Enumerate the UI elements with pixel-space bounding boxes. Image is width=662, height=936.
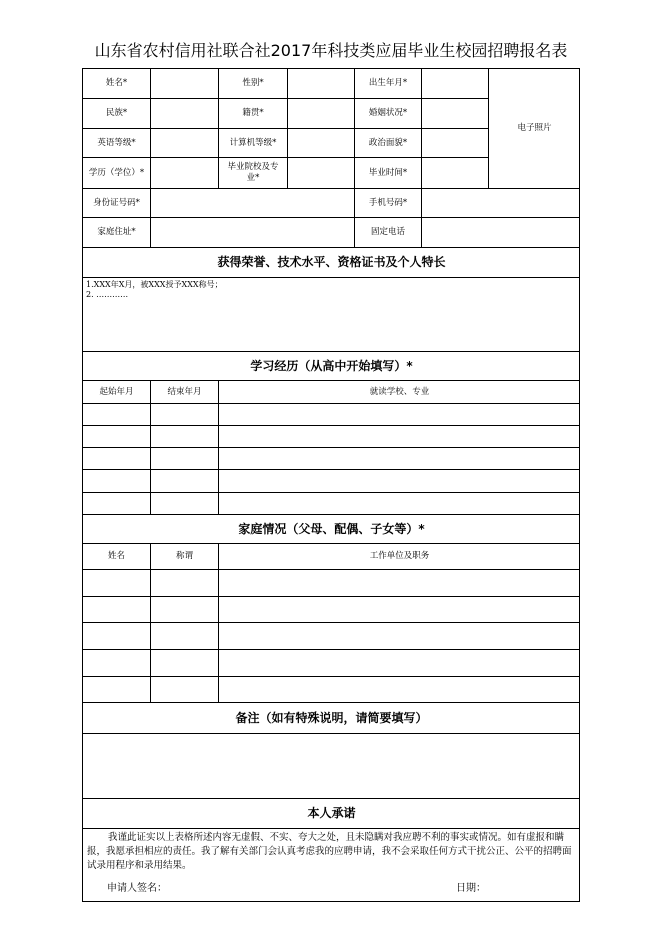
english-label: 英语等级*	[83, 129, 151, 158]
english-input[interactable]	[151, 129, 219, 158]
study-row-5-school[interactable]	[219, 493, 580, 515]
honors-textarea[interactable]	[83, 278, 580, 352]
native-place-input[interactable]	[288, 99, 355, 129]
family-row-2-relation[interactable]	[151, 597, 219, 623]
family-heading: 家庭情况（父母、配偶、子女等）*	[83, 515, 580, 544]
study-row-5-end[interactable]	[151, 493, 219, 515]
honors-line-2: 2. …………	[86, 290, 129, 299]
gender-input[interactable]	[288, 69, 355, 99]
ethnicity-label: 民族*	[83, 99, 151, 129]
marital-label: 婚姻状况*	[355, 99, 422, 129]
family-row-4-relation[interactable]	[151, 650, 219, 677]
study-row-2-school[interactable]	[219, 426, 580, 448]
family-row-5-relation[interactable]	[151, 677, 219, 703]
id-number-label: 身份证号码*	[83, 189, 151, 218]
study-row-3-start[interactable]	[83, 448, 151, 470]
family-row-3-relation[interactable]	[151, 623, 219, 650]
family-row-1-work[interactable]	[219, 570, 580, 597]
promise-text-block	[83, 829, 580, 889]
education-label: 学历（学位）*	[83, 158, 151, 189]
form-title: 山东省农村信用社联合社2017年科技类应届毕业生校园招聘报名表	[94, 41, 568, 60]
study-row-2-start[interactable]	[83, 426, 151, 448]
honors-line-1: 1.XXX年X月，被XXX授予XXX称号；	[86, 280, 223, 289]
computer-label: 计算机等级*	[219, 129, 288, 158]
study-col-start: 起始年月	[83, 381, 151, 404]
family-col-name: 姓名	[83, 544, 151, 570]
signature-field[interactable]	[168, 883, 368, 895]
study-row-4-start[interactable]	[83, 470, 151, 493]
remarks-textarea[interactable]	[83, 734, 580, 799]
study-row-1-start[interactable]	[83, 404, 151, 426]
signature-label: 申请人签名：	[107, 883, 167, 894]
study-row-1-end[interactable]	[151, 404, 219, 426]
family-row-3-name[interactable]	[83, 623, 151, 650]
native-place-label: 籍贯*	[219, 99, 288, 129]
study-row-4-end[interactable]	[151, 470, 219, 493]
photo-box[interactable]: 电子照片	[489, 69, 580, 189]
study-col-school: 就读学校、专业	[219, 381, 580, 404]
family-col-relation: 称谓	[151, 544, 219, 570]
study-row-3-end[interactable]	[151, 448, 219, 470]
promise-text: 我谨此证实以上表格所述内容无虚假、不实、夸大之处，且未隐瞒对我应聘不利的事实或情况。如有虚报和瞒报，我愿承担相应的责任。我了解有关部门会认真考虑我的应聘申请，我不会采取任何方式干扰公正、公平的招聘面试录用程序和录用结果。	[87, 832, 572, 871]
computer-input[interactable]	[288, 129, 355, 158]
date-label: 日期：	[456, 883, 486, 894]
school-major-label: 毕业院校及专业*	[219, 158, 288, 189]
study-row-4-school[interactable]	[219, 470, 580, 493]
study-row-5-start[interactable]	[83, 493, 151, 515]
id-number-input[interactable]	[151, 189, 355, 218]
mobile-label: 手机号码*	[355, 189, 422, 218]
family-row-2-work[interactable]	[219, 597, 580, 623]
promise-heading: 本人承诺	[83, 799, 580, 829]
study-heading: 学习经历（从高中开始填写）*	[83, 352, 580, 381]
family-row-4-work[interactable]	[219, 650, 580, 677]
remarks-heading: 备注（如有特殊说明，请简要填写）	[83, 703, 580, 734]
family-row-3-work[interactable]	[219, 623, 580, 650]
phone-input[interactable]	[422, 218, 580, 248]
study-row-2-end[interactable]	[151, 426, 219, 448]
political-label: 政治面貌*	[355, 129, 422, 158]
address-input[interactable]	[151, 218, 355, 248]
study-col-end: 结束年月	[151, 381, 219, 404]
gender-label: 性别*	[219, 69, 288, 99]
family-row-2-name[interactable]	[83, 597, 151, 623]
birth-label: 出生年月*	[355, 69, 422, 99]
name-label: 姓名*	[83, 69, 151, 99]
date-field[interactable]	[488, 883, 576, 895]
birth-input[interactable]	[422, 69, 489, 99]
mobile-input[interactable]	[422, 189, 580, 218]
honors-heading: 获得荣誉、技术水平、资格证书及个人特长	[83, 248, 580, 278]
grad-time-input[interactable]	[422, 158, 489, 189]
family-row-1-relation[interactable]	[151, 570, 219, 597]
name-input[interactable]	[151, 69, 219, 99]
phone-label: 固定电话	[355, 218, 422, 248]
application-form	[82, 68, 580, 902]
family-row-4-name[interactable]	[83, 650, 151, 677]
family-row-1-name[interactable]	[83, 570, 151, 597]
family-row-5-work[interactable]	[219, 677, 580, 703]
family-row-5-name[interactable]	[83, 677, 151, 703]
study-row-1-school[interactable]	[219, 404, 580, 426]
family-col-work: 工作单位及职务	[219, 544, 580, 570]
political-input[interactable]	[422, 129, 489, 158]
study-row-3-school[interactable]	[219, 448, 580, 470]
ethnicity-input[interactable]	[151, 99, 219, 129]
school-major-input[interactable]	[288, 158, 355, 189]
grad-time-label: 毕业时间*	[355, 158, 422, 189]
address-label: 家庭住址*	[83, 218, 151, 248]
marital-input[interactable]	[422, 99, 489, 129]
education-input[interactable]	[151, 158, 219, 189]
